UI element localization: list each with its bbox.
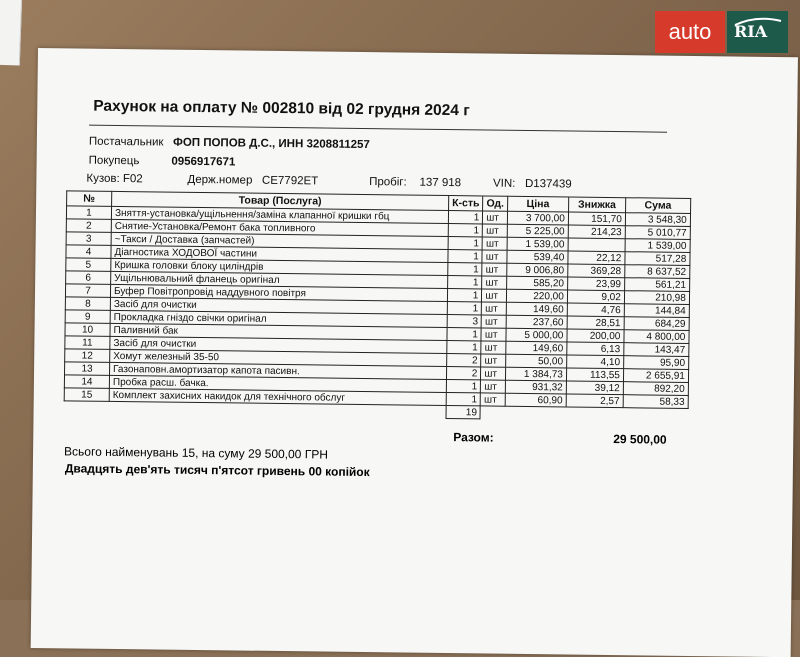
- item-name: Комплект захисних накидок для технічного обслуг: [109, 388, 446, 405]
- item-unit: шт: [481, 315, 506, 328]
- item-name: Засіб для очистки: [110, 336, 447, 353]
- item-unit: шт: [482, 302, 507, 315]
- item-price: 5 000,00: [506, 328, 567, 342]
- item-sum: 892,20: [623, 382, 688, 396]
- item-unit: шт: [481, 393, 506, 406]
- autoria-watermark: [655, 11, 788, 53]
- buyer-value: 0956917671: [171, 155, 236, 169]
- item-sum: 2 655,91: [623, 369, 688, 383]
- item-number: 15: [64, 388, 109, 402]
- item-quantity: 1: [447, 302, 482, 315]
- mileage-value: 137 918: [419, 176, 462, 190]
- vin-value: D137439: [524, 177, 572, 191]
- item-discount: [568, 238, 625, 252]
- buyer-line: [89, 155, 236, 169]
- item-name: Ущільнювальний фланець оригінал: [111, 271, 448, 288]
- item-sum: 1 539,00: [625, 239, 690, 253]
- item-unit: шт: [481, 354, 506, 367]
- item-quantity: 1: [448, 224, 483, 237]
- item-discount: 6,13: [567, 342, 624, 356]
- item-sum: 561,21: [624, 278, 689, 292]
- item-name: Паливний бак: [110, 323, 447, 340]
- item-price: 60,90: [505, 393, 566, 407]
- body-value: F02: [122, 173, 143, 186]
- item-name: Прокладка гніздо свічки оригінал: [110, 310, 447, 327]
- item-name: Хомут железный 35-50: [110, 349, 447, 366]
- item-quantity: 1: [448, 250, 483, 263]
- item-discount: 9,02: [567, 290, 624, 304]
- item-discount: 28,51: [567, 316, 624, 330]
- paper-corner: [0, 0, 22, 66]
- item-unit: шт: [482, 250, 507, 263]
- item-number: 2: [66, 219, 111, 233]
- item-number: 10: [65, 323, 110, 337]
- item-quantity: 1: [448, 263, 483, 276]
- item-quantity: 1: [448, 276, 483, 289]
- item-number: 13: [65, 362, 110, 376]
- item-sum: 4 800,00: [624, 330, 689, 344]
- plate-label: Держ.номер: [187, 173, 253, 187]
- item-quantity: 1: [448, 211, 483, 224]
- item-name: Пробка расш. бачка.: [109, 375, 446, 392]
- item-number: 7: [65, 284, 110, 298]
- supplier-label: Постачальник: [88, 135, 164, 149]
- item-number: 6: [66, 271, 111, 285]
- plate-value: CE7792ET: [261, 174, 319, 188]
- item-number: 8: [65, 297, 110, 311]
- item-unit: шт: [482, 237, 507, 250]
- item-number: 12: [65, 349, 110, 363]
- item-price: 931,32: [505, 380, 566, 394]
- item-discount: 2,57: [566, 394, 623, 408]
- item-sum: 143,47: [624, 343, 689, 357]
- item-unit: шт: [483, 224, 508, 237]
- item-price: 237,60: [506, 315, 567, 329]
- item-price: 5 225,00: [507, 224, 568, 238]
- item-quantity: 1: [446, 380, 481, 393]
- total-label: Разом:: [453, 430, 494, 445]
- item-name: ~Такси / Доставка (запчастей): [111, 232, 448, 249]
- header-sum: Сума: [625, 198, 690, 214]
- header-unit: Од.: [483, 196, 508, 211]
- item-price: 1 539,00: [507, 237, 568, 251]
- item-name: Снятие-Установка/Ремонт бака топливного: [111, 219, 448, 236]
- item-price: 149,60: [506, 302, 567, 316]
- logo-ria-text: RIA: [734, 22, 768, 41]
- logo-auto-text: auto: [655, 11, 725, 53]
- invoice-sheet: [31, 48, 798, 657]
- item-unit: шт: [482, 276, 507, 289]
- item-number: 14: [64, 375, 109, 389]
- supplier-value: ФОП ПОПОВ Д.С., ИНН 3208811257: [172, 136, 370, 152]
- item-quantity: 3: [447, 315, 482, 328]
- item-sum: 3 548,30: [625, 213, 690, 227]
- item-price: 9 006,80: [507, 263, 568, 277]
- item-quantity: 1: [446, 393, 481, 406]
- item-discount: 151,70: [568, 212, 625, 226]
- item-quantity: 1: [447, 341, 482, 354]
- item-price: 3 700,00: [507, 211, 568, 225]
- amount-in-words: Двадцять дев'ять тисяч п'ятсот гривень 00 копійок: [64, 461, 370, 480]
- item-sum: 8 637,52: [625, 265, 690, 279]
- item-number: 5: [66, 258, 111, 272]
- items-table-body: [64, 206, 690, 422]
- item-number: 4: [66, 245, 111, 259]
- item-price: 50,00: [505, 354, 566, 368]
- item-discount: 39,12: [566, 381, 623, 395]
- item-name: Газонаповн.амортизатор капота пасивн.: [110, 362, 447, 379]
- item-price: 539,40: [507, 250, 568, 264]
- item-number: 1: [66, 206, 111, 220]
- item-quantity: 1: [447, 328, 482, 341]
- item-discount: 369,28: [568, 264, 625, 278]
- item-discount: 22,12: [568, 251, 625, 265]
- item-name: Діагностика ХОДОВОЇ частини: [111, 245, 448, 262]
- item-sum: 95,90: [623, 356, 688, 370]
- item-sum: 210,98: [624, 291, 689, 305]
- title-divider: [89, 125, 667, 133]
- item-unit: шт: [482, 289, 507, 302]
- item-discount: 23,99: [567, 277, 624, 291]
- item-price: 220,00: [506, 289, 567, 303]
- item-name: Буфер Повітропровід наддувного повітря: [110, 284, 447, 301]
- item-price: 1 384,73: [505, 367, 566, 381]
- item-unit: шт: [481, 380, 506, 393]
- item-name: Зняття-установка/ущільнення/заміна клапанної кришки гбц: [111, 206, 448, 223]
- item-sum: 58,33: [623, 395, 688, 409]
- item-unit: шт: [482, 263, 507, 276]
- logo-ria-badge: [727, 11, 788, 53]
- item-price: 149,60: [506, 341, 567, 355]
- item-unit: шт: [481, 328, 506, 341]
- mileage-label: Пробіг:: [369, 176, 407, 189]
- header-discount: Знижка: [568, 197, 625, 213]
- item-sum: 144,84: [624, 304, 689, 318]
- item-sum: 684,29: [624, 317, 689, 331]
- item-count-summary: Всього найменувань 15, на суму 29 500,00 ГРН: [63, 444, 328, 462]
- invoice-title: Рахунок на оплату № 002810 від 02 грудня 2024 г: [93, 97, 470, 120]
- item-name: Кришка головки блоку циліндрів: [111, 258, 448, 275]
- item-quantity: 2: [446, 367, 481, 380]
- item-quantity: 1: [447, 289, 482, 302]
- item-sum: 517,28: [625, 252, 690, 266]
- header-price: Ціна: [507, 196, 568, 212]
- header-number: №: [67, 191, 112, 207]
- item-sum: 5 010,77: [625, 226, 690, 240]
- buyer-label: Покупець: [88, 154, 140, 168]
- item-discount: 200,00: [567, 329, 624, 343]
- quantity-total: 19: [446, 406, 481, 419]
- total-value: 29 500,00: [613, 432, 667, 447]
- item-name: Засіб для очистки: [110, 297, 447, 314]
- item-unit: шт: [483, 211, 508, 224]
- supplier-line: [89, 136, 370, 151]
- item-number: 9: [65, 310, 110, 324]
- item-unit: шт: [481, 367, 506, 380]
- item-discount: 214,23: [568, 225, 625, 239]
- item-discount: 4,10: [566, 355, 623, 369]
- items-table: [64, 190, 692, 422]
- item-number: 3: [66, 232, 111, 246]
- body-label: Кузов:: [86, 172, 120, 186]
- item-unit: шт: [481, 341, 506, 354]
- item-discount: 4,76: [567, 303, 624, 317]
- item-quantity: 1: [448, 237, 483, 250]
- item-discount: 113,55: [566, 368, 623, 382]
- item-number: 11: [65, 336, 110, 350]
- item-quantity: 2: [447, 354, 482, 367]
- header-item: Товар (Послуга): [112, 191, 449, 210]
- vin-label: VIN:: [492, 177, 516, 190]
- vehicle-line: [86, 173, 571, 191]
- item-price: 585,20: [506, 276, 567, 290]
- header-quantity: К-сть: [449, 196, 484, 211]
